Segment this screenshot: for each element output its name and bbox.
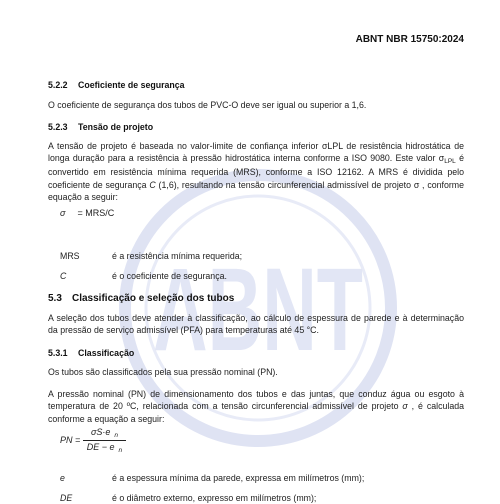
section-number: 5.3 (48, 293, 62, 304)
svg-text:ABNT: ABNT (153, 244, 363, 376)
subscript: LPL (444, 158, 456, 166)
sigma-symbol: σ (402, 401, 408, 412)
where-text: é a resistência mínima requerida; (112, 251, 243, 261)
where-item (60, 472, 464, 484)
where-symbol: DE (60, 493, 73, 503)
formula-numerator (83, 426, 126, 441)
where-text: é a espessura mínima da parede, expressa em milímetros (mm); (112, 473, 365, 483)
formula-denominator (83, 441, 126, 455)
formula-design-stress (60, 207, 114, 220)
paragraph-nominal-pressure (48, 388, 464, 425)
symbol-c: C (149, 179, 156, 190)
paragraph-pipe-selection: A seleção dos tubos deve atender à classificação, ao cálculo de espessura de parede e à determinação da pressão de serviço admissível (PFA) para temperaturas até 45 °C. (48, 313, 464, 336)
section-title: Coeficiente de segurança (78, 80, 185, 90)
numerator-text: σS·e (90, 427, 111, 437)
heading-5-2-3 (48, 121, 464, 133)
where-text: é o diâmetro externo, expresso em milímetros (mm); (112, 493, 317, 503)
paragraph-classification: Os tubos são classificados pela sua pressão nominal (PN). (48, 367, 278, 377)
subscript: n (114, 432, 118, 439)
section-title: Tensão de projeto (78, 122, 154, 132)
subscript: n (118, 447, 123, 455)
text-run: é convertido em resistência mínima requerida (MRS), conforme a ISO 12162. A MRS é dividida pelo coeficiente de segurança (48, 153, 464, 190)
text-run: A pressão nominal (PN) de dimensionamento dos tubos e das juntas, que conduz água ou esgoto à temperatura de 20 ºC, relacionada com a tensão circunferencial admissível de projeto (48, 389, 464, 412)
section-number: 5.2.3 (48, 122, 68, 132)
paragraph-safety-factor: O coeficiente de segurança dos tubos de PVC-O deve ser igual ou superior a 1,6. (48, 100, 367, 110)
denominator-text: DE − e (86, 442, 115, 453)
sigma-symbol: σ (438, 153, 445, 164)
formula-nominal-pressure (60, 426, 126, 455)
section-number: 5.2.2 (48, 80, 68, 90)
section-number: 5.3.1 (48, 348, 68, 358)
heading-5-3-1 (48, 347, 464, 359)
where-symbol: e (60, 473, 65, 483)
text-run: , é calculada conforme a equação a seguir: (48, 401, 464, 424)
paragraph-design-stress (48, 140, 464, 203)
where-item (60, 492, 464, 504)
where-item (60, 270, 464, 282)
formula-lhs: σ (60, 208, 66, 218)
where-item (60, 250, 464, 262)
formula-lhs: PN = (60, 434, 81, 445)
where-symbol: C (60, 271, 67, 281)
heading-5-3 (48, 292, 464, 306)
section-title: Classificação e seleção dos tubos (72, 293, 235, 304)
heading-5-2-2 (48, 79, 464, 91)
text-run: A tensão de projeto é baseada no valor-limite de confiança inferior σLPL de resistência hidrostática de longa duração para a resistência à pressão hidrostática interna conforme a ISO 9080. Este valor (48, 141, 464, 164)
section-title: Classificação (78, 348, 135, 358)
formula-fraction (83, 426, 126, 455)
where-symbol: MRS (60, 251, 80, 261)
standard-code: ABNT NBR 15750:2024 (355, 34, 464, 45)
formula-rhs: = MRS/C (77, 208, 115, 218)
where-text: é o coeficiente de segurança. (112, 271, 227, 281)
text-run: (1,6), resultando na tensão circunferencial admissível de projeto σ , conforme equação a seguir: (48, 179, 464, 203)
